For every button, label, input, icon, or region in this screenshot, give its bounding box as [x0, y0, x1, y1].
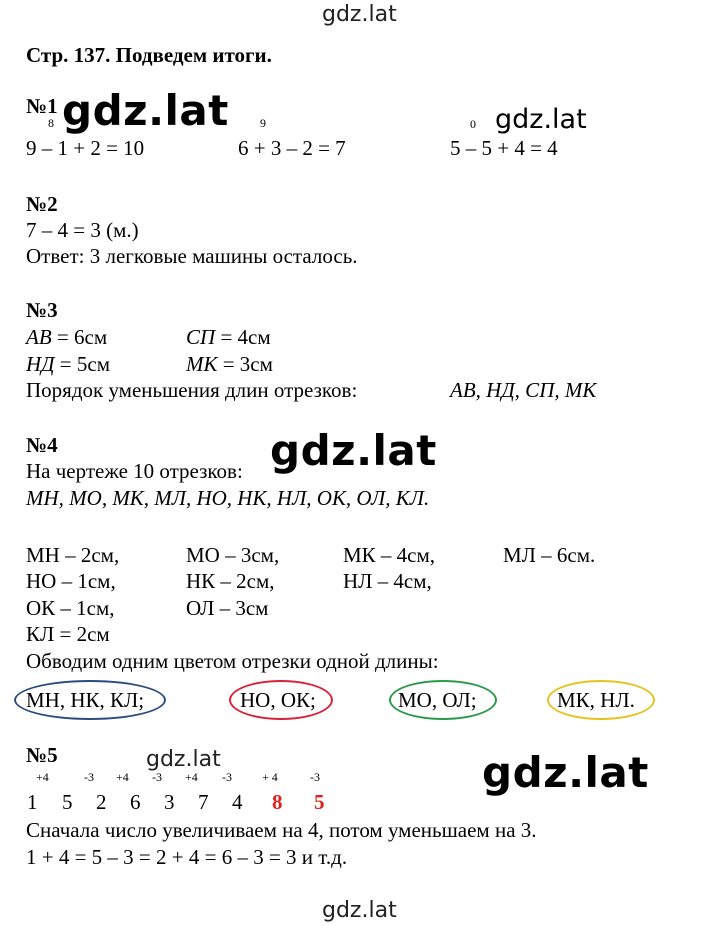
- task5-example: 1 + 4 = 5 – 3 = 2 + 4 = 6 – 3 = 3 и т.д.: [26, 845, 348, 869]
- task1-number: №1: [26, 94, 58, 118]
- task3-nd: НД = 5см: [26, 352, 110, 376]
- group-label-1cm: НО, ОК;: [240, 688, 316, 712]
- task1-eq2: 6 + 3 – 2 = 7: [238, 136, 346, 160]
- op-4: -3: [152, 770, 162, 784]
- task5-number: №5: [26, 743, 58, 767]
- task3-order-value: АВ, НД, СП, МК: [450, 378, 597, 402]
- watermark-top: gdz.lat: [322, 2, 397, 27]
- task4-r3c1: ОК – 1см,: [26, 596, 115, 620]
- task2-number: №2: [26, 192, 58, 216]
- task1-sup1: 8: [48, 116, 54, 130]
- op-8: -3: [310, 770, 320, 784]
- task3-mk: МК = 3см: [186, 352, 273, 376]
- seq-2: 5: [62, 790, 73, 814]
- watermark-small5: gdz.lat: [146, 747, 221, 772]
- page-title: Стр. 137. Подведем итоги.: [26, 43, 272, 67]
- op-3: +4: [116, 770, 129, 784]
- task3-sp: СП = 4см: [186, 325, 271, 349]
- task4-instruction: Обводим одним цветом отрезки одной длины:: [26, 649, 439, 673]
- seq-6: 7: [198, 790, 209, 814]
- group-label-4cm: МК, НЛ.: [557, 688, 635, 712]
- watermark-big1: gdz.lat: [62, 86, 229, 135]
- watermark-medium1: gdz.lat: [495, 104, 587, 135]
- task4-r1c3: МК – 4см,: [343, 543, 436, 567]
- task5-explanation: Сначала число увеличиваем на 4, потом уменьшаем на 3.: [26, 818, 537, 842]
- watermark-big2: gdz.lat: [270, 426, 437, 475]
- seq-5: 3: [164, 790, 175, 814]
- op-6: -3: [222, 770, 232, 784]
- seq-3: 2: [96, 790, 107, 814]
- task2-answer: Ответ: 3 легковые машины осталось.: [26, 244, 358, 268]
- task4-r2c1: НО – 1см,: [26, 569, 116, 593]
- task4-r2c3: НЛ – 4см,: [343, 569, 432, 593]
- task2-line1: 7 – 4 = 3 (м.): [26, 218, 139, 242]
- op-5: +4: [185, 770, 198, 784]
- task1-eq3: 5 – 5 + 4 = 4: [450, 136, 558, 160]
- task1-sup3: 0: [470, 117, 476, 131]
- task3-number: №3: [26, 298, 58, 322]
- task4-segments: МН, МО, МК, МЛ, НО, НК, НЛ, ОК, ОЛ, КЛ.: [26, 486, 430, 510]
- group-label-2cm: МН, НК, КЛ;: [26, 688, 145, 712]
- task4-r2c2: НК – 2см,: [186, 569, 275, 593]
- task4-r1c2: МО – 3см,: [186, 543, 280, 567]
- op-7: + 4: [262, 770, 278, 784]
- group-label-3cm: МО, ОЛ;: [398, 688, 477, 712]
- task1-eq1: 9 – 1 + 2 = 10: [26, 136, 145, 160]
- task4-r1c4: МЛ – 6см.: [503, 543, 596, 567]
- task4-r4c1: КЛ = 2см: [26, 622, 110, 646]
- watermark-big3: gdz.lat: [482, 748, 649, 797]
- task3-ab: АВ = 6см: [26, 325, 108, 349]
- watermark-bottom: gdz.lat: [322, 898, 397, 923]
- task4-r1c1: МН – 2см,: [26, 543, 120, 567]
- op-2: -3: [84, 770, 94, 784]
- seq-7: 4: [232, 790, 243, 814]
- seq-answer-1: 8: [272, 790, 283, 814]
- seq-answer-2: 5: [314, 790, 325, 814]
- task1-sup2: 9: [260, 116, 266, 130]
- task4-line1: На чертеже 10 отрезков:: [26, 459, 243, 483]
- op-1: +4: [36, 770, 49, 784]
- seq-1: 1: [27, 790, 38, 814]
- task4-r3c2: ОЛ – 3см: [186, 596, 269, 620]
- seq-4: 6: [130, 790, 141, 814]
- task4-number: №4: [26, 433, 58, 457]
- task3-order-label: Порядок уменьшения длин отрезков:: [26, 378, 358, 402]
